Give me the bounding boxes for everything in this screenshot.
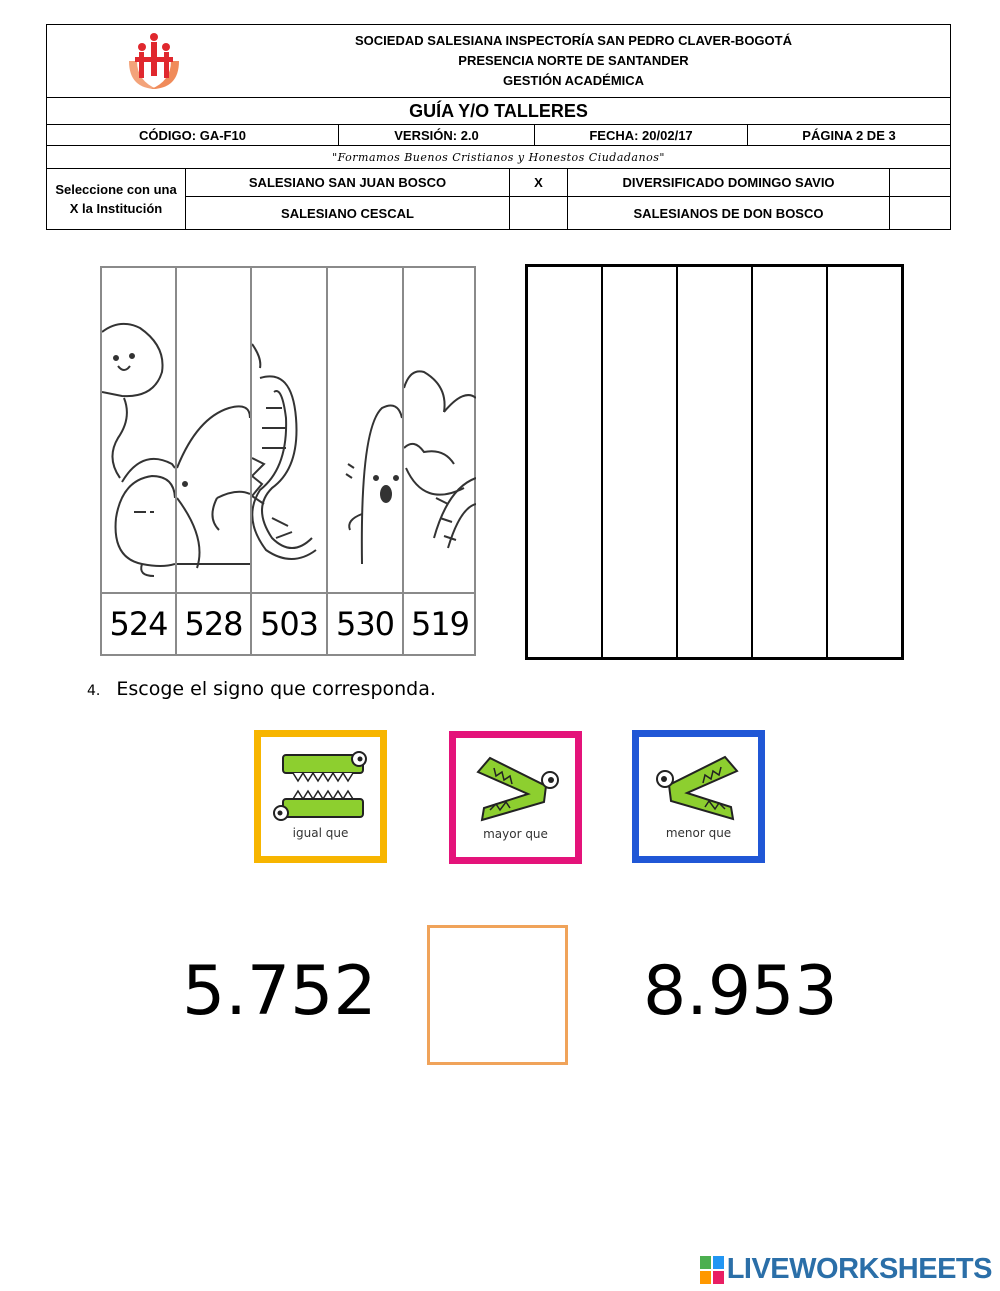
slot-divider xyxy=(676,267,678,657)
institution-row xyxy=(47,169,950,229)
salesian-logo-icon xyxy=(123,31,185,93)
doc-code: CÓDIGO: GA-F10 xyxy=(139,127,246,143)
cartoon-ghost-piece-icon xyxy=(328,268,402,594)
org-line-1: SOCIEDAD SALESIANA INSPECTORÍA SAN PEDRO CLAVER-BOGOTÁ xyxy=(355,33,792,48)
puzzle-strips xyxy=(100,266,476,656)
guide-title: GUÍA Y/O TALLERES xyxy=(409,101,588,121)
institution-name: SALESIANOS DE DON BOSCO xyxy=(567,197,889,229)
crocodile-greater-icon xyxy=(466,750,566,834)
puzzle-number: 528 xyxy=(177,592,250,654)
guide-title-row xyxy=(47,98,950,125)
institution-mark-box[interactable] xyxy=(509,197,567,229)
doc-version: VERSIÓN: 2.0 xyxy=(338,125,534,145)
institution-name: SALESIANO CESCAL xyxy=(185,197,509,229)
document-header xyxy=(46,24,951,230)
institution-mark-box[interactable] xyxy=(889,197,950,229)
liveworksheets-brand xyxy=(700,1253,992,1286)
right-number: 8.953 xyxy=(643,952,838,1031)
puzzle-number: 524 xyxy=(102,592,175,654)
doc-page: PÁGINA 2 DE 3 xyxy=(747,125,950,145)
crocodile-less-icon xyxy=(649,749,749,833)
puzzle-strip[interactable] xyxy=(177,268,252,654)
slot-divider xyxy=(601,267,603,657)
sign-card-greater[interactable] xyxy=(449,731,582,864)
puzzle-strip[interactable] xyxy=(328,268,404,654)
institution-mark-box[interactable]: X xyxy=(509,169,567,196)
cartoon-balloon-piece-icon xyxy=(102,268,175,594)
institution-name: SALESIANO SAN JUAN BOSCO xyxy=(185,169,509,196)
puzzle-number: 519 xyxy=(404,592,476,654)
sign-label: igual que xyxy=(292,826,349,840)
institution-name: DIVERSIFICADO DOMINGO SAVIO xyxy=(567,169,889,196)
puzzle-number: 530 xyxy=(328,592,402,654)
sign-card-equal[interactable] xyxy=(254,730,387,863)
answer-slots-grid xyxy=(525,264,904,660)
puzzle-strip[interactable] xyxy=(252,268,328,654)
question-number: 4. xyxy=(87,683,101,699)
slot-divider xyxy=(826,267,828,657)
org-title xyxy=(197,31,950,91)
cartoon-snake-piece-icon xyxy=(404,268,476,594)
crocodile-equal-icon xyxy=(271,749,371,833)
sign-card-less[interactable] xyxy=(632,730,765,863)
left-number: 5.752 xyxy=(182,952,377,1031)
brand-name: LIVEWORKSHEETS xyxy=(726,1253,992,1285)
org-line-2: PRESENCIA NORTE DE SANTANDER xyxy=(458,53,689,68)
puzzle-number: 503 xyxy=(252,592,326,654)
institution-mark-box[interactable] xyxy=(889,169,950,196)
motto-row xyxy=(47,146,950,169)
sign-answer-box[interactable] xyxy=(427,925,568,1065)
puzzle-strip[interactable] xyxy=(404,268,476,654)
question-4 xyxy=(87,678,436,700)
sign-label: mayor que xyxy=(483,827,548,841)
doc-date: FECHA: 20/02/17 xyxy=(534,125,747,145)
cartoon-dino-piece-icon xyxy=(177,268,250,594)
question-text: Escoge el signo que corresponda. xyxy=(116,678,436,700)
slot-divider xyxy=(751,267,753,657)
org-line-3: GESTIÓN ACADÉMICA xyxy=(502,73,645,88)
select-institution-label: Seleccione con una X la Institución xyxy=(55,182,177,216)
puzzle-strip[interactable] xyxy=(102,268,177,654)
cartoon-worm-piece-icon xyxy=(252,268,326,594)
motto: "Formamos Buenos Cristianos y Honestos Ciudadanos" xyxy=(332,151,665,164)
sign-label: menor que xyxy=(665,826,732,840)
header-org-row xyxy=(47,25,950,98)
liveworksheets-logo-icon xyxy=(700,1256,724,1284)
doc-meta-row xyxy=(47,125,950,146)
